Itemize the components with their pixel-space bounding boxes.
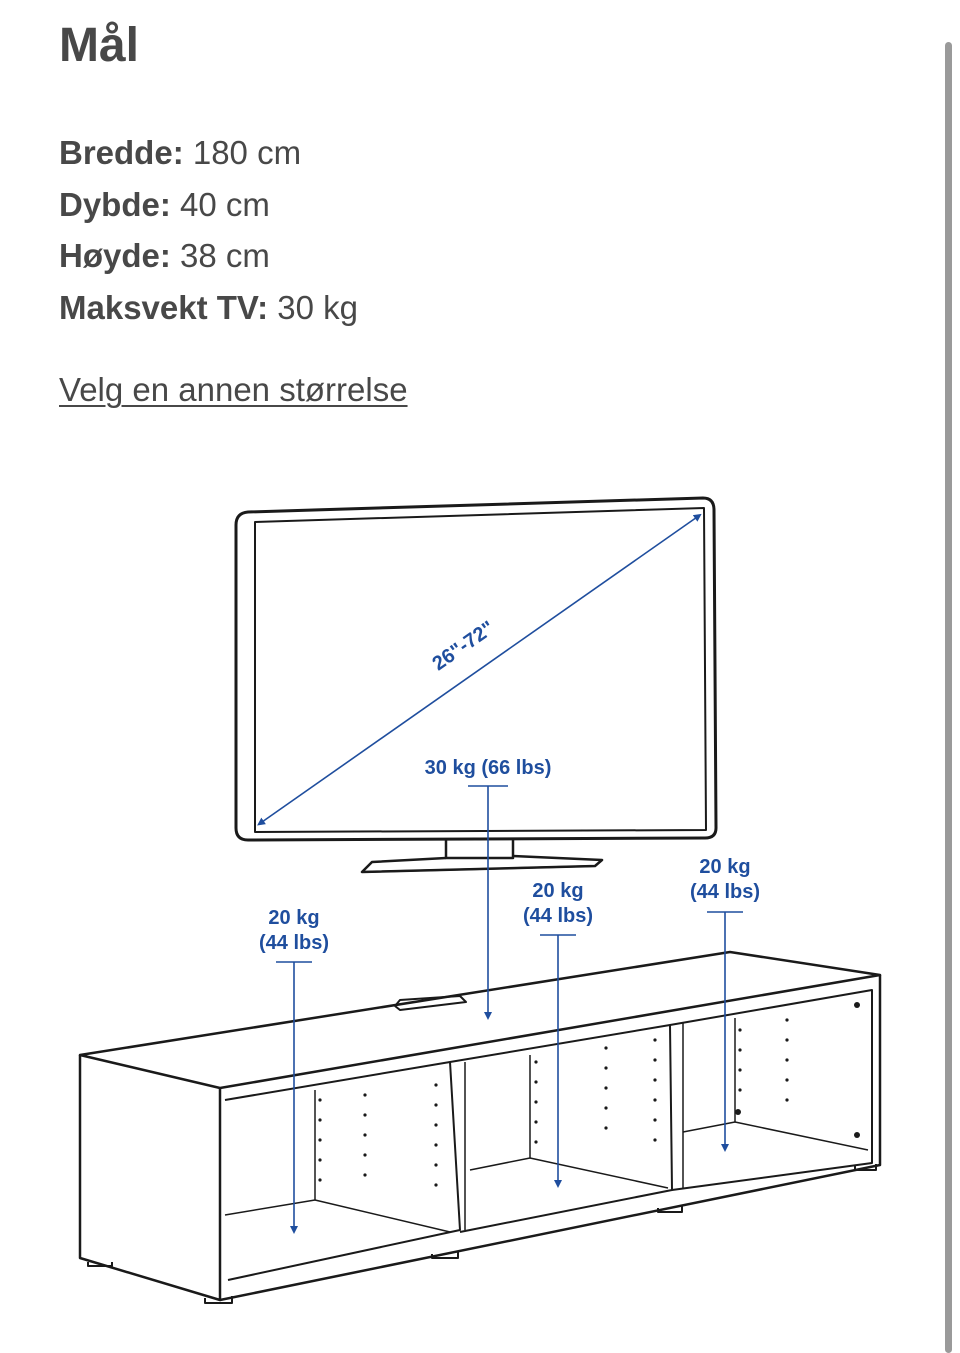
compartment-load-lbs: (44 lbs) bbox=[522, 905, 594, 927]
dimension-value: 180 cm bbox=[183, 134, 302, 171]
dimension-label: Høyde: bbox=[59, 237, 171, 274]
section-title: Mål bbox=[59, 19, 140, 72]
tv-size-label: 26"-72" bbox=[428, 616, 499, 676]
compartment-load-kg: 20 kg bbox=[699, 856, 751, 878]
compartment-load-lbs: (44 lbs) bbox=[689, 881, 761, 903]
dimension-label: Dybde: bbox=[59, 185, 171, 223]
top-load-label: 30 kg (66 lbs) bbox=[424, 757, 552, 779]
dimension-label: Maksvekt TV: bbox=[59, 288, 269, 326]
compartment-load-kg: 20 kg bbox=[532, 880, 584, 902]
compartment-load-kg: 20 kg bbox=[268, 907, 320, 929]
dimension-value: 30 kg bbox=[268, 288, 359, 326]
dimension-value: 38 cm bbox=[170, 237, 270, 274]
compartment-load-lbs: (44 lbs) bbox=[258, 932, 330, 954]
dimension-label: Bredde: bbox=[59, 134, 184, 171]
tv-bench-drawing bbox=[80, 952, 880, 1303]
choose-other-size-link[interactable]: Velg en annen størrelse bbox=[59, 371, 408, 408]
dimension-value: 40 cm bbox=[170, 185, 270, 223]
